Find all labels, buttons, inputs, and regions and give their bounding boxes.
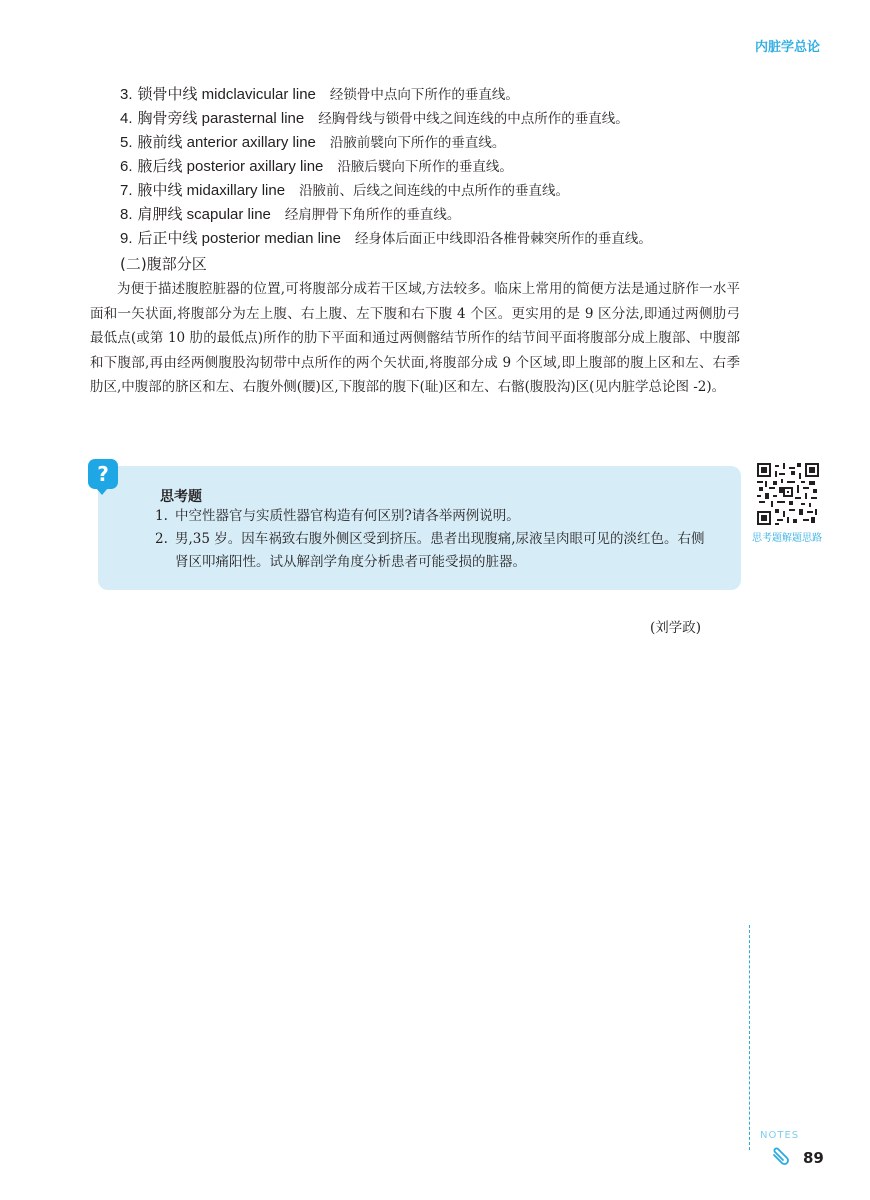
section-heading: (二)腹部分区 — [120, 255, 207, 273]
item-term: 锁骨中线 midclavicular line — [137, 86, 316, 103]
question-item — [155, 528, 715, 574]
list-item — [120, 107, 760, 131]
item-description: 经锁骨中点向下所作的垂直线。 — [329, 87, 519, 103]
notes-divider — [749, 925, 750, 1150]
item-number: 4. — [120, 110, 133, 127]
list-item — [120, 179, 760, 203]
item-term: 肩胛线 scapular line — [137, 206, 271, 223]
question-number: 2. — [155, 531, 168, 547]
item-term: 腋后线 posterior axillary line — [137, 158, 324, 175]
question-text: 男,35 岁。因车祸致右腹外侧区受到挤压。患者出现腹痛,尿液呈肉眼可见的淡红色。右侧肾区叩痛阳性。试从解剖学角度分析患者可能受损的脏器。 — [175, 531, 705, 570]
question-mark-icon: ? — [88, 459, 118, 489]
qr-caption: 思考题解题思路 — [752, 533, 822, 544]
notes-label: NOTES — [760, 1130, 800, 1141]
item-number: 7. — [120, 182, 133, 199]
question-item — [155, 505, 715, 528]
question-text: 中空性器官与实质性器官构造有何区别?请各举两例说明。 — [175, 508, 520, 524]
item-number: 6. — [120, 158, 133, 175]
think-questions-list — [155, 505, 715, 574]
list-item — [120, 227, 760, 251]
item-description: 经胸骨线与锁骨中线之间连线的中点所作的垂直线。 — [318, 111, 629, 127]
question-number: 1. — [155, 508, 168, 524]
item-number: 8. — [120, 206, 133, 223]
item-number: 5. — [120, 134, 133, 151]
section-paragraph: 为便于描述腹腔脏器的位置,可将腹部分成若干区域,方法较多。临床上常用的简便方法是通过脐作一水平面和一矢状面,将腹部分为左上腹、右上腹、左下腹和右下腹 4 个区。更实用的是 9 区分法,即通过两侧肋弓最低点(或第 10 肋的最低点)所作的肋下平面和通过两侧髂结节所作的结节间平面将腹部分成上腹部、中腹部和下腹部,再由经两侧腹股沟韧带中点所作的两个矢状面,将腹部分成 9 个区域,即上腹部的腹上区和左、右季肋区,中腹部的脐区和左、右腹外侧(腰)区,下腹部的腹下(耻)区和左、右髂(腹股沟)区(见内脏学总论图 -2)。 — [90, 281, 740, 396]
item-number: 9. — [120, 230, 133, 247]
list-item — [120, 155, 760, 179]
list-item — [120, 83, 760, 107]
item-term: 腋前线 anterior axillary line — [137, 134, 316, 151]
list-item — [120, 203, 760, 227]
item-description: 沿腋前襞向下所作的垂直线。 — [329, 135, 506, 151]
item-term: 胸骨旁线 parasternal line — [137, 110, 305, 127]
author-attribution: (刘学政) — [650, 620, 702, 636]
item-description: 经身体后面正中线即沿各椎骨棘突所作的垂直线。 — [354, 231, 652, 247]
item-description: 沿腋后襞向下所作的垂直线。 — [337, 159, 513, 175]
think-title: 思考题 — [160, 489, 202, 505]
item-term: 腋中线 midaxillary line — [137, 182, 286, 199]
running-header-title: 内脏学总论 — [754, 40, 820, 55]
item-description: 沿腋前、后线之间连线的中点所作的垂直线。 — [299, 183, 570, 199]
page-number: 89 — [803, 1149, 824, 1167]
item-number: 3. — [120, 86, 133, 103]
list-item — [120, 131, 760, 155]
body-lines-list — [120, 83, 760, 251]
paperclip-icon — [770, 1146, 792, 1168]
qr-code-icon[interactable] — [757, 463, 819, 525]
item-description: 经肩胛骨下角所作的垂直线。 — [284, 207, 461, 223]
item-term: 后正中线 posterior median line — [137, 230, 341, 247]
